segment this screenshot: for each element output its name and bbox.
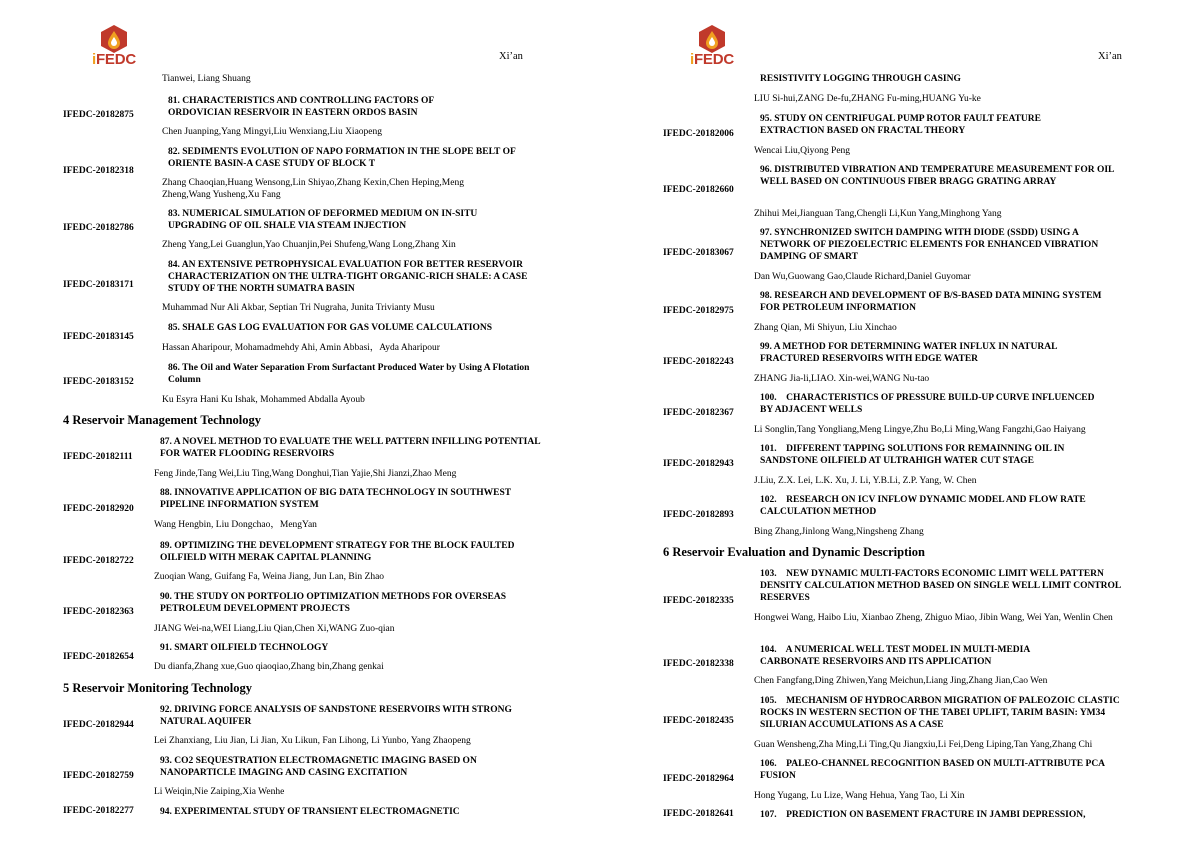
paper-authors: Hong Yugang, Lu Lize, Wang Hehua, Yang Tao, Li Xin bbox=[754, 791, 965, 801]
paper-title: 84. AN EXTENSIVE PETROPHYSICAL EVALUATION FOR BETTER RESERVOIR CHARACTERIZATION ON THE ULTRA-TIGHT ORGANIC-RICH SHALE: A CASE STUDY OF THE NORTH SUMATRA BASIN bbox=[168, 260, 528, 294]
paper-title: 86. The Oil and Water Separation From Surfactant Produced Water by Using A Flotation Column bbox=[168, 363, 530, 385]
paper-authors: Hongwei Wang, Haibo Liu, Xianbao Zheng, Zhiguo Miao, Jibin Wang, Wei Yan, Wenlin Chen bbox=[754, 613, 1113, 623]
paper-code: IFEDC-20183145 bbox=[63, 332, 134, 342]
ifedc-logo bbox=[84, 24, 144, 70]
paper-code: IFEDC-20182363 bbox=[63, 607, 134, 617]
paper-code: IFEDC-20182975 bbox=[663, 306, 734, 316]
paper-title: 98. RESEARCH AND DEVELOPMENT OF B/S-BASED DATA MINING SYSTEM FOR PETROLEUM INFORMATION bbox=[760, 291, 1102, 313]
paper-authors: Zheng Yang,Lei Guanglun,Yao Chuanjin,Pei Shufeng,Wang Long,Zhang Xin bbox=[162, 240, 456, 250]
section-heading: 4 Reservoir Management Technology bbox=[63, 413, 262, 427]
paper-code: IFEDC-20183152 bbox=[63, 377, 134, 387]
paper-authors: Dan Wu,Guowang Gao,Claude Richard,Daniel Guyomar bbox=[754, 272, 971, 282]
paper-authors: ZHANG Jia-li,LIAO. Xin-wei,WANG Nu-tao bbox=[754, 374, 930, 384]
paper-authors: Hassan Aharipour, Mohamadmehdy Ahi, Amin Abbasi，Ayda Aharipour bbox=[162, 343, 440, 353]
ifedc-logo-text: iFEDC bbox=[91, 51, 136, 68]
paper-title: 102. RESEARCH ON ICV INFLOW DYNAMIC MODEL AND FLOW RATE CALCULATION METHOD bbox=[760, 495, 1089, 517]
paper-authors: Wencai Liu,Qiyong Peng bbox=[754, 146, 851, 156]
paper-code: IFEDC-20182654 bbox=[63, 652, 134, 662]
paper-authors: Ku Esyra Hani Ku Ishak, Mohammed Abdalla Ayoub bbox=[162, 395, 365, 405]
ifedc-logo-icon bbox=[696, 24, 728, 54]
paper-code: IFEDC-20182641 bbox=[663, 809, 734, 819]
paper-title: 92. DRIVING FORCE ANALYSIS OF SANDSTONE RESERVOIRS WITH STRONG NATURAL AQUIFER bbox=[160, 705, 512, 727]
paper-code: IFEDC-20182435 bbox=[663, 716, 734, 726]
header-city: Xi’an bbox=[499, 51, 523, 62]
paper-code: IFEDC-20182111 bbox=[63, 452, 133, 462]
continued-authors: Tianwei, Liang Shuang bbox=[162, 74, 251, 84]
paper-code: IFEDC-20182338 bbox=[663, 659, 734, 669]
paper-title: 107. PREDICTION ON BASEMENT FRACTURE IN JAMBI DEPRESSION, bbox=[760, 810, 1086, 820]
paper-authors: Guan Wensheng,Zha Ming,Li Ting,Qu Jiangxiu,Li Fei,Deng Liping,Tan Yang,Zhang Chi bbox=[754, 740, 1093, 750]
paper-title: 94. EXPERIMENTAL STUDY OF TRANSIENT ELECTROMAGNETIC bbox=[160, 807, 460, 817]
paper-code: IFEDC-20182893 bbox=[663, 510, 734, 520]
paper-title: 89. OPTIMIZING THE DEVELOPMENT STRATEGY FOR THE BLOCK FAULTED OILFIELD WITH MERAK CAPITAL PLANNING bbox=[160, 541, 515, 563]
paper-code: IFEDC-20182786 bbox=[63, 223, 134, 233]
header-city: Xi’an bbox=[1098, 51, 1122, 62]
paper-authors: Chen Juanping,Yang Mingyi,Liu Wenxiang,Liu Xiaopeng bbox=[162, 127, 383, 137]
paper-code: IFEDC-20183171 bbox=[63, 280, 134, 290]
paper-authors: JIANG Wei-na,WEI Liang,Liu Qian,Chen Xi,WANG Zuo-qian bbox=[154, 624, 395, 634]
paper-title: 106. PALEO-CHANNEL RECOGNITION BASED ON MULTI-ATTRIBUTE PCA FUSION bbox=[760, 759, 1107, 781]
paper-title: 100. CHARACTERISTICS OF PRESSURE BUILD-UP CURVE INFLUENCED BY ADJACENT WELLS bbox=[760, 393, 1097, 415]
paper-title: 83. NUMERICAL SIMULATION OF DEFORMED MEDIUM ON IN-SITU UPGRADING OF OIL SHALE VIA STEAM INJECTION bbox=[168, 209, 478, 231]
paper-authors: Bing Zhang,Jinlong Wang,Ningsheng Zhang bbox=[754, 527, 924, 537]
right-page bbox=[596, 0, 1192, 842]
paper-code: IFEDC-20182722 bbox=[63, 556, 134, 566]
paper-code: IFEDC-20182367 bbox=[663, 408, 734, 418]
paper-code: IFEDC-20182944 bbox=[63, 720, 134, 730]
paper-code: IFEDC-20182660 bbox=[663, 185, 734, 195]
section-heading: 6 Reservoir Evaluation and Dynamic Description bbox=[663, 545, 925, 559]
paper-authors: Li Weiqin,Nie Zaiping,Xia Wenhe bbox=[154, 787, 285, 797]
paper-title: 82. SEDIMENTS EVOLUTION OF NAPO FORMATION IN THE SLOPE BELT OF ORIENTE BASIN-A CASE STUDY OF BLOCK T bbox=[168, 147, 516, 169]
paper-authors: Zhang Chaoqian,Huang Wensong,Lin Shiyao,Zhang Kexin,Chen Heping,Meng Zheng,Wang Yusheng,Xu Fang bbox=[162, 178, 464, 200]
paper-authors: Zhang Qian, Mi Shiyun, Liu Xinchao bbox=[754, 323, 897, 333]
continued-authors: LIU Si-hui,ZANG De-fu,ZHANG Fu-ming,HUANG Yu-ke bbox=[754, 94, 981, 104]
ifedc-logo-icon bbox=[98, 24, 130, 54]
paper-title: 81. CHARACTERISTICS AND CONTROLLING FACTORS OF ORDOVICIAN RESERVOIR IN EASTERN ORDOS BASIN bbox=[168, 96, 434, 118]
paper-authors: Feng Jinde,Tang Wei,Liu Ting,Wang Donghui,Tian Yajie,Shi Jianzi,Zhao Meng bbox=[154, 469, 457, 479]
paper-authors: Zhihui Mei,Jianguan Tang,Chengli Li,Kun Yang,Minghong Yang bbox=[754, 209, 1002, 219]
paper-code: IFEDC-20182964 bbox=[663, 774, 734, 784]
paper-title: 104. A NUMERICAL WELL TEST MODEL IN MULTI-MEDIA CARBONATE RESERVOIRS AND ITS APPLICATION bbox=[760, 645, 1033, 667]
ifedc-logo bbox=[682, 24, 742, 70]
paper-title: 103. NEW DYNAMIC MULTI-FACTORS ECONOMIC LIMIT WELL PATTERN DENSITY CALCULATION METHOD BASED ON SINGLE WELL LIMIT CONTROL RESERVES bbox=[760, 569, 1124, 603]
paper-code: IFEDC-20182318 bbox=[63, 166, 134, 176]
paper-authors: J.Liu, Z.X. Lei, L.K. Xu, J. Li, Y.B.Li, Z.P. Yang, W. Chen bbox=[754, 476, 977, 486]
paper-title: 97. SYNCHRONIZED SWITCH DAMPING WITH DIODE (SSDD) USING A NETWORK OF PIEZOELECTRIC ELEMENTS FOR ENHANCED VIBRATION DAMPING OF SMART bbox=[760, 228, 1099, 262]
paper-title: 90. THE STUDY ON PORTFOLIO OPTIMIZATION METHODS FOR OVERSEAS PETROLEUM DEVELOPMENT PROJECTS bbox=[160, 592, 507, 614]
paper-authors: Zuoqian Wang, Guifang Fa, Weina Jiang, Jun Lan, Bin Zhao bbox=[154, 572, 385, 582]
paper-code: IFEDC-20182920 bbox=[63, 504, 134, 514]
ifedc-logo-text: iFEDC bbox=[689, 51, 734, 68]
paper-code: IFEDC-20182943 bbox=[663, 459, 734, 469]
paper-title: 96. DISTRIBUTED VIBRATION AND TEMPERATURE MEASUREMENT FOR OIL WELL BASED ON CONTINUOUS FIBER BRAGG GRATING ARRAY bbox=[760, 165, 1114, 187]
paper-title: 95. STUDY ON CENTRIFUGAL PUMP ROTOR FAULT FEATURE EXTRACTION BASED ON FRACTAL THEORY bbox=[760, 114, 1041, 136]
paper-title: 101. DIFFERENT TAPPING SOLUTIONS FOR REMAINNING OIL IN SANDSTONE OILFIELD AT ULTRAHIGH WATER CUT STAGE bbox=[760, 444, 1067, 466]
paper-title: 85. SHALE GAS LOG EVALUATION FOR GAS VOLUME CALCULATIONS bbox=[168, 323, 493, 333]
continued-title: RESISTIVITY LOGGING THROUGH CASING bbox=[760, 74, 961, 84]
paper-code: IFEDC-20183067 bbox=[663, 248, 734, 258]
paper-title: 93. CO2 SEQUESTRATION ELECTROMAGNETIC IMAGING BASED ON NANOPARTICLE IMAGING AND CASING EXCITATION bbox=[160, 756, 477, 778]
paper-authors: Wang Hengbin, Liu Dongchao，MengYan bbox=[154, 520, 317, 530]
paper-code: IFEDC-20182243 bbox=[663, 357, 734, 367]
paper-authors: Li Songlin,Tang Yongliang,Meng Lingye,Zhu Bo,Li Ming,Wang Fangzhi,Gao Haiyang bbox=[754, 425, 1086, 435]
paper-title: 105. MECHANISM OF HYDROCARBON MIGRATION OF PALEOZOIC CLASTIC ROCKS IN WESTERN SECTION OF THE TABEI UPLIFT, TARIM BASIN: YM34 SILURIAN ACCUMULATIONS AS A CASE bbox=[760, 696, 1123, 730]
section-heading: 5 Reservoir Monitoring Technology bbox=[63, 681, 253, 695]
paper-title: 87. A NOVEL METHOD TO EVALUATE THE WELL PATTERN INFILLING POTENTIAL FOR WATER FLOODING RESERVOIRS bbox=[160, 437, 541, 459]
paper-code: IFEDC-20182759 bbox=[63, 771, 134, 781]
paper-code: IFEDC-20182277 bbox=[63, 806, 134, 816]
paper-title: 91. SMART OILFIELD TECHNOLOGY bbox=[160, 643, 329, 653]
paper-authors: Muhammad Nur Ali Akbar, Septian Tri Nugraha, Junita Trivianty Musu bbox=[162, 303, 435, 313]
paper-title: 99. A METHOD FOR DETERMINING WATER INFLUX IN NATURAL FRACTURED RESERVOIRS WITH EDGE WATER bbox=[760, 342, 1057, 364]
paper-code: IFEDC-20182006 bbox=[663, 129, 734, 139]
paper-authors: Du dianfa,Zhang xue,Guo qiaoqiao,Zhang bin,Zhang genkai bbox=[154, 662, 384, 672]
paper-code: IFEDC-20182335 bbox=[663, 596, 734, 606]
paper-authors: Chen Fangfang,Ding Zhiwen,Yang Meichun,Liang Jing,Zhang Jian,Cao Wen bbox=[754, 676, 1048, 686]
paper-code: IFEDC-20182875 bbox=[63, 110, 134, 120]
paper-title: 88. INNOVATIVE APPLICATION OF BIG DATA TECHNOLOGY IN SOUTHWEST PIPELINE INFORMATION SYSTEM bbox=[160, 488, 511, 510]
paper-authors: Lei Zhanxiang, Liu Jian, Li Jian, Xu Likun, Fan Lihong, Li Yunbo, Yang Zhaopeng bbox=[154, 736, 471, 746]
